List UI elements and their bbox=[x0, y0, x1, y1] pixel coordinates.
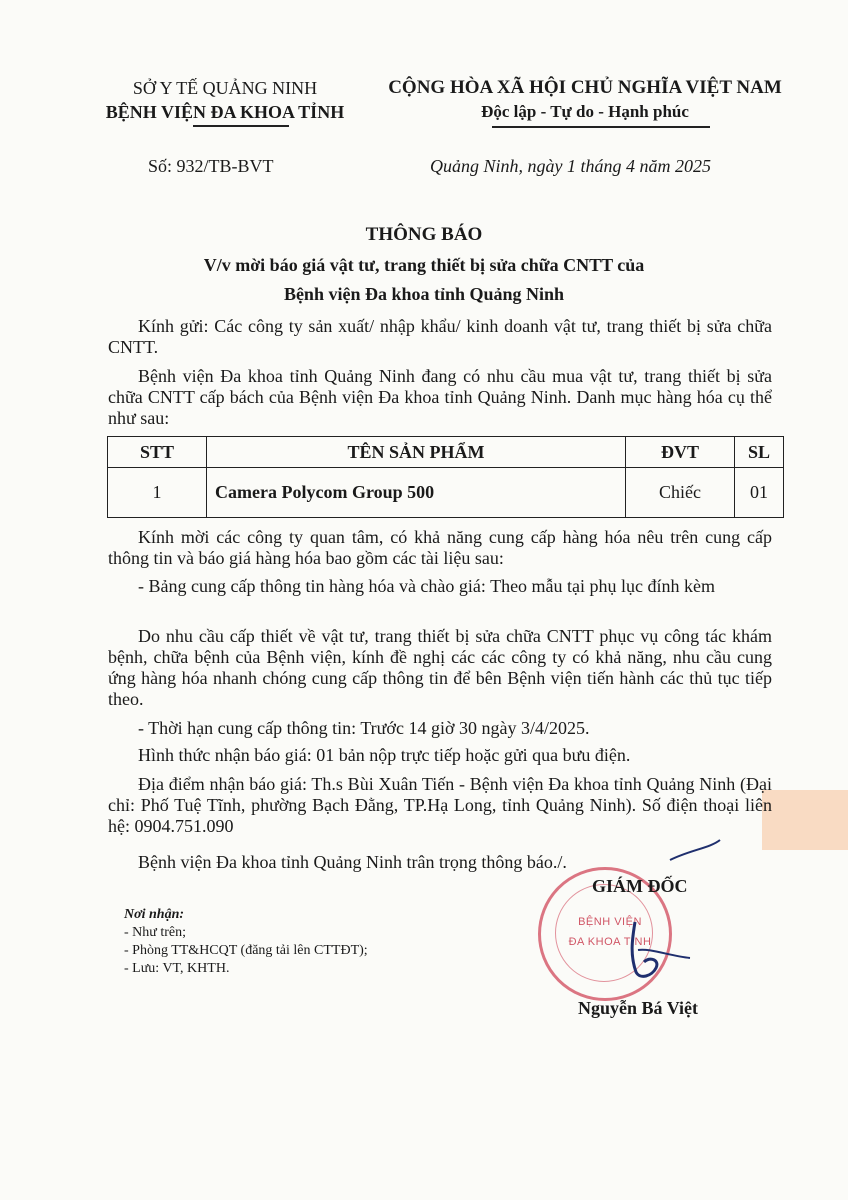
cell-qty: 01 bbox=[735, 468, 784, 518]
document-item-paragraph: - Bảng cung cấp thông tin hàng hóa và chào giá: Theo mẫu tại phụ lục đính kèm bbox=[138, 576, 716, 596]
document-subject-line2: Bệnh viện Đa khoa tỉnh Quảng Ninh bbox=[283, 284, 565, 304]
method-paragraph: Hình thức nhận báo giá: 01 bản nộp trực tiếp hoặc gửi qua bưu điện. bbox=[138, 745, 631, 765]
closing-paragraph: Bệnh viện Đa khoa tỉnh Quảng Ninh trân trọng thông báo./. bbox=[138, 852, 567, 872]
location-paragraph: Địa điểm nhận báo giá: Th.s Bùi Xuân Tiến - Bệnh viện Đa khoa tỉnh Quảng Ninh (Đại chỉ: Phố Tuệ Tĩnh, phường Bạch Đằng, TP.Hạ Long, tỉnh Quảng Ninh). Số điện thoại liên hệ: 0904.751.090 bbox=[108, 774, 772, 836]
header-underline-right bbox=[492, 126, 710, 128]
handwritten-signature bbox=[560, 830, 740, 1000]
national-header bbox=[370, 76, 800, 124]
cell-stt: 1 bbox=[108, 468, 207, 518]
recipient-item: - Lưu: VT, KHTH. bbox=[124, 961, 230, 976]
greeting-paragraph: Kính gửi: Các công ty sản xuất/ nhập khẩu/ kinh doanh vật tư, trang thiết bị sửa chữa CNTT. bbox=[108, 316, 772, 357]
urgent-paragraph: Do nhu cầu cấp thiết về vật tư, trang thiết bị sửa chữa CNTT phục vụ công tác khám bệnh, chữa bệnh của Bệnh viện, kính đề nghị các các công ty có khả năng, nhu cầu cung ứng hàng hóa nhanh chóng cung cấp thông tin để bên Bệnh viện tiến hành các thủ tục tiếp theo. bbox=[108, 626, 772, 709]
document-date: Quảng Ninh, ngày 1 tháng 4 năm 2025 bbox=[430, 156, 711, 176]
col-product-header: TÊN SẢN PHẨM bbox=[207, 437, 626, 468]
signer-role: GIÁM ĐỐC bbox=[592, 876, 688, 896]
recipient-item: - Phòng TT&HCQT (đăng tải lên CTTĐT); bbox=[124, 943, 368, 958]
recipient-item: - Như trên; bbox=[124, 925, 187, 940]
header-underline-left bbox=[193, 125, 289, 127]
document-title: THÔNG BÁO bbox=[365, 224, 483, 245]
invite-paragraph: Kính mời các công ty quan tâm, có khả năng cung cấp hàng hóa nêu trên cung cấp thông tin và báo giá hàng hóa bao gồm các tài liệu sau: bbox=[108, 527, 772, 568]
col-unit-header: ĐVT bbox=[626, 437, 735, 468]
national-motto: Độc lập - Tự do - Hạnh phúc bbox=[481, 102, 689, 121]
col-qty-header: SL bbox=[735, 437, 784, 468]
cell-product: Camera Polycom Group 500 bbox=[207, 468, 626, 518]
color-patch bbox=[762, 790, 848, 850]
stamp-text-line2: ĐA KHOA TỈNH bbox=[568, 936, 652, 948]
stamp-text-line1: BỆNH VIỆN bbox=[578, 916, 642, 928]
signer-name: Nguyễn Bá Việt bbox=[578, 998, 699, 1018]
recipients-block bbox=[124, 906, 504, 978]
table-header-row bbox=[108, 437, 784, 468]
table-row bbox=[108, 468, 784, 518]
cell-unit: Chiếc bbox=[626, 468, 735, 518]
document-number: Số: 932/TB-BVT bbox=[148, 156, 274, 176]
org-header bbox=[60, 76, 390, 124]
hospital-name: BỆNH VIỆN ĐA KHOA TỈNH bbox=[105, 102, 345, 122]
product-table bbox=[107, 436, 784, 518]
document-subject-line1: V/v mời báo giá vật tư, trang thiết bị sửa chữa CNTT của bbox=[203, 255, 645, 275]
intro-paragraph: Bệnh viện Đa khoa tỉnh Quảng Ninh đang có nhu cầu mua vật tư, trang thiết bị sửa chữa CNTT cấp bách của Bệnh viện Đa khoa tỉnh Quảng Ninh. Danh mục hàng hóa cụ thể như sau: bbox=[108, 366, 772, 428]
recipients-label: Nơi nhận: bbox=[124, 907, 185, 922]
country-name: CỘNG HÒA XÃ HỘI CHỦ NGHĨA VIỆT NAM bbox=[388, 77, 782, 98]
department-name: SỞ Y TẾ QUẢNG NINH bbox=[132, 78, 318, 98]
deadline-paragraph: - Thời hạn cung cấp thông tin: Trước 14 giờ 30 ngày 3/4/2025. bbox=[138, 718, 590, 738]
col-stt-header: STT bbox=[108, 437, 207, 468]
